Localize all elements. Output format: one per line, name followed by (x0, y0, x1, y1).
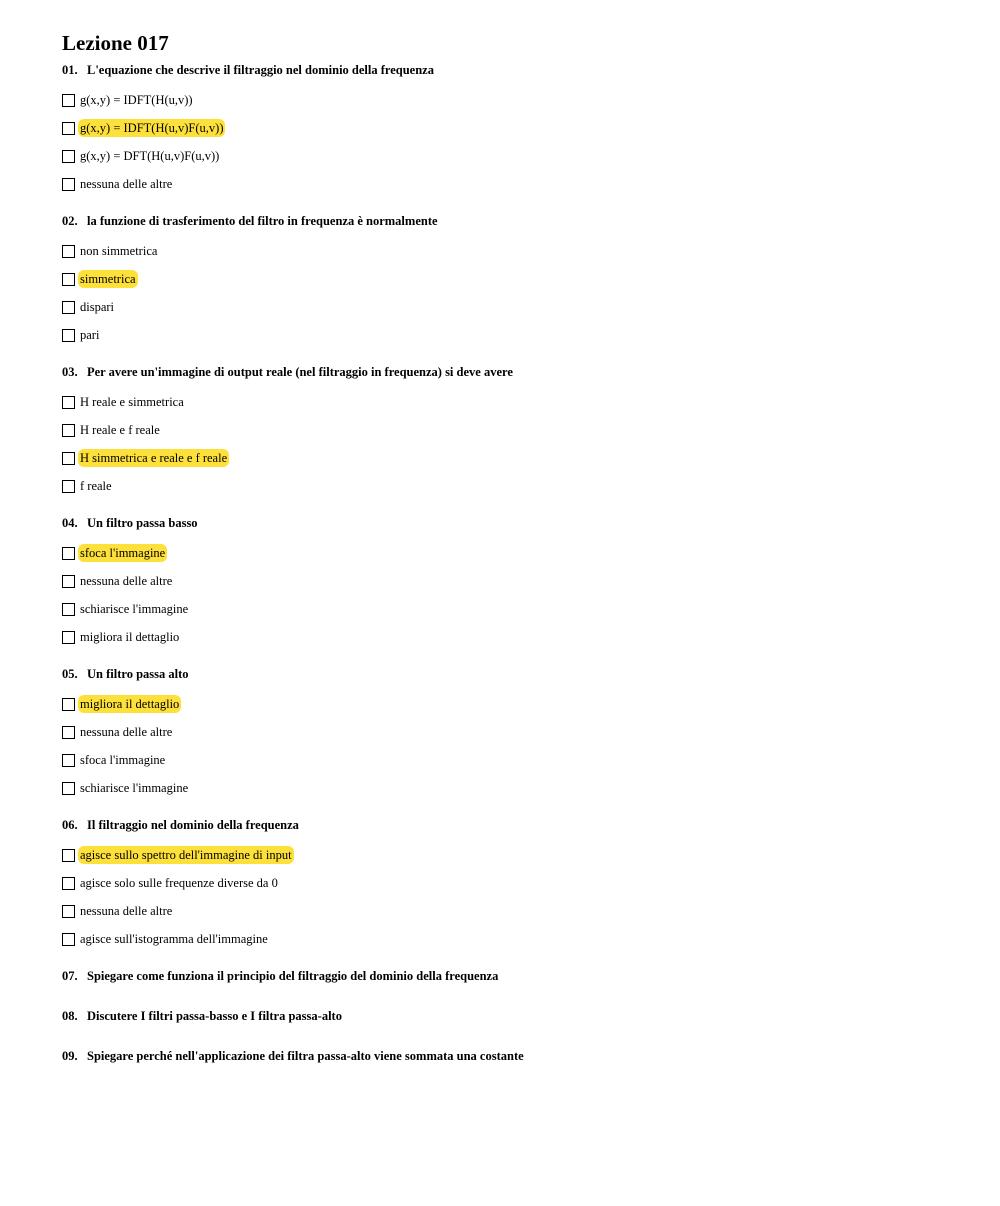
question-heading (62, 664, 962, 684)
question-number: 08. (62, 1009, 78, 1023)
answer-option[interactable] (62, 293, 962, 321)
question-7 (62, 966, 962, 986)
question-spacer (62, 651, 962, 664)
answer-checkbox[interactable] (62, 603, 75, 616)
answer-option[interactable] (62, 841, 962, 869)
answer-text: H reale e simmetrica (80, 395, 184, 409)
answer-checkbox[interactable] (62, 547, 75, 560)
question-text: Discutere I filtri passa-basso e I filtra passa-alto (87, 1009, 342, 1023)
question-spacer (62, 802, 962, 815)
answer-checkbox[interactable] (62, 396, 75, 409)
answer-text: g(x,y) = DFT(H(u,v)F(u,v)) (80, 149, 220, 163)
quiz-page (62, 30, 962, 1086)
question-spacer (62, 500, 962, 513)
answer-option[interactable] (62, 388, 962, 416)
answer-text: f reale (80, 479, 112, 493)
answer-text: non simmetrica (80, 244, 158, 258)
question-number: 09. (62, 1049, 78, 1063)
question-number: 01. (62, 63, 78, 77)
question-3 (62, 362, 962, 513)
answer-text: migliora il dettaglio (80, 630, 180, 644)
question-text: L'equazione che descrive il filtraggio nel dominio della frequenza (87, 63, 434, 77)
question-number: 07. (62, 969, 78, 983)
answer-checkbox[interactable] (62, 905, 75, 918)
question-number: 02. (62, 214, 78, 228)
question-heading (62, 1046, 962, 1066)
answer-text: sfoca l'immagine (80, 753, 166, 767)
question-number: 05. (62, 667, 78, 681)
question-heading (62, 966, 962, 986)
highlighted-answer-text: migliora il dettaglio (80, 697, 180, 711)
answer-option[interactable] (62, 265, 962, 293)
answer-checkbox[interactable] (62, 273, 75, 286)
question-spacer (62, 953, 962, 966)
answer-text: g(x,y) = IDFT(H(u,v)) (80, 93, 193, 107)
answer-text: agisce sull'istogramma dell'immagine (80, 932, 268, 946)
answer-checkbox[interactable] (62, 698, 75, 711)
answer-checkbox[interactable] (62, 726, 75, 739)
answer-checkbox[interactable] (62, 122, 75, 135)
question-text: Spiegare perché nell'applicazione dei filtra passa-alto viene sommata una costante (87, 1049, 524, 1063)
question-6 (62, 815, 962, 966)
question-text: la funzione di trasferimento del filtro in frequenza è normalmente (87, 214, 438, 228)
answer-option[interactable] (62, 623, 962, 651)
question-spacer (62, 349, 962, 362)
question-heading (62, 362, 962, 382)
answer-option[interactable] (62, 237, 962, 265)
question-2 (62, 211, 962, 362)
answer-checkbox[interactable] (62, 849, 75, 862)
answer-option[interactable] (62, 321, 962, 349)
question-heading (62, 1006, 962, 1026)
question-heading (62, 60, 962, 80)
question-text: Spiegare come funziona il principio del filtraggio del dominio della frequenza (87, 969, 499, 983)
question-9 (62, 1046, 962, 1066)
answer-checkbox[interactable] (62, 480, 75, 493)
answer-checkbox[interactable] (62, 94, 75, 107)
answer-option[interactable] (62, 925, 962, 953)
answer-text: schiarisce l'immagine (80, 602, 189, 616)
answer-text: schiarisce l'immagine (80, 781, 189, 795)
answer-checkbox[interactable] (62, 329, 75, 342)
answer-text: nessuna delle altre (80, 177, 173, 191)
answer-text: nessuna delle altre (80, 725, 173, 739)
highlighted-answer-text: H simmetrica e reale e f reale (80, 451, 228, 465)
question-text: Il filtraggio nel dominio della frequenza (87, 818, 299, 832)
answer-checkbox[interactable] (62, 575, 75, 588)
question-list (62, 60, 962, 1066)
answer-option[interactable] (62, 142, 962, 170)
question-heading (62, 815, 962, 835)
answer-option[interactable] (62, 416, 962, 444)
question-5 (62, 664, 962, 815)
question-text: Per avere un'immagine di output reale (nel filtraggio in frequenza) si deve avere (87, 365, 513, 379)
answer-option[interactable] (62, 774, 962, 802)
answer-checkbox[interactable] (62, 424, 75, 437)
answer-option[interactable] (62, 114, 962, 142)
answer-text: dispari (80, 300, 115, 314)
answer-checkbox[interactable] (62, 933, 75, 946)
answer-checkbox[interactable] (62, 877, 75, 890)
question-spacer (62, 198, 962, 211)
answer-option[interactable] (62, 718, 962, 746)
answer-checkbox[interactable] (62, 301, 75, 314)
question-number: 06. (62, 818, 78, 832)
question-4 (62, 513, 962, 664)
answer-option[interactable] (62, 472, 962, 500)
question-heading (62, 211, 962, 231)
answer-option[interactable] (62, 567, 962, 595)
highlighted-answer-text: g(x,y) = IDFT(H(u,v)F(u,v)) (80, 121, 224, 135)
answer-option[interactable] (62, 746, 962, 774)
question-number: 03. (62, 365, 78, 379)
answer-checkbox[interactable] (62, 178, 75, 191)
answer-option[interactable] (62, 86, 962, 114)
highlighted-answer-text: sfoca l'immagine (80, 546, 166, 560)
answer-option[interactable] (62, 897, 962, 925)
question-number: 04. (62, 516, 78, 530)
answer-option[interactable] (62, 595, 962, 623)
answer-checkbox[interactable] (62, 782, 75, 795)
answer-text: nessuna delle altre (80, 904, 173, 918)
question-text: Un filtro passa basso (87, 516, 198, 530)
answer-checkbox[interactable] (62, 150, 75, 163)
answer-checkbox[interactable] (62, 245, 75, 258)
question-text: Un filtro passa alto (87, 667, 189, 681)
answer-checkbox[interactable] (62, 631, 75, 644)
answer-option[interactable] (62, 539, 962, 567)
answer-text: H reale e f reale (80, 423, 160, 437)
question-heading (62, 513, 962, 533)
answer-text: agisce solo sulle frequenze diverse da 0 (80, 876, 278, 890)
highlighted-answer-text: simmetrica (80, 272, 136, 286)
answer-checkbox[interactable] (62, 452, 75, 465)
answer-checkbox[interactable] (62, 754, 75, 767)
answer-option[interactable] (62, 869, 962, 897)
highlighted-answer-text: agisce sullo spettro dell'immagine di input (80, 848, 292, 862)
question-8 (62, 1006, 962, 1026)
question-1 (62, 60, 962, 211)
answer-option[interactable] (62, 690, 962, 718)
answer-text: nessuna delle altre (80, 574, 173, 588)
answer-text: pari (80, 328, 100, 342)
answer-option[interactable] (62, 170, 962, 198)
answer-option[interactable] (62, 444, 962, 472)
page-title: Lezione 017 (62, 31, 169, 55)
